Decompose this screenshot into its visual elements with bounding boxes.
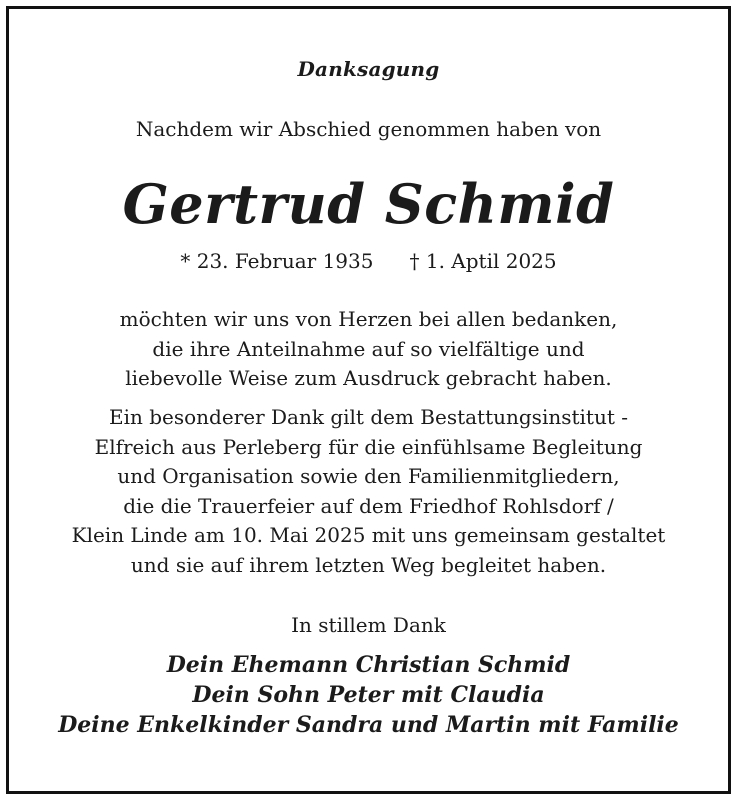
paragraph-line: und Organisation sowie den Familienmitgliedern, [117, 464, 620, 488]
paragraph-line: und sie auf ihrem letzten Weg begleitet haben. [130, 552, 607, 577]
thanks-paragraph [9, 305, 728, 394]
life-dates [9, 249, 728, 273]
notice-title: Danksagung [297, 57, 440, 81]
deceased-name: Gertrud Schmid [122, 172, 615, 236]
paragraph-line: Klein Linde am 10. Mai 2025 mit uns gemeinsam gestaltet [71, 523, 666, 547]
paragraph-line: möchten wir uns von Herzen bei allen bedanken, [119, 307, 618, 331]
paragraph-line: Ein besonderer Dank gilt dem Bestattungsinstitut - [109, 405, 628, 429]
birth-date: * 23. Februar 1935 [180, 249, 374, 273]
signature-line: Dein Ehemann Christian Schmid [166, 652, 571, 678]
signature-block [9, 650, 728, 740]
notice-frame [6, 6, 731, 794]
death-date: † 1. Aptil 2025 [409, 249, 557, 273]
paragraph-line: die ihre Anteilnahme auf so vielfältige und [152, 336, 585, 361]
special-thanks-paragraph [9, 403, 728, 580]
intro-text: Nachdem wir Abschied genommen haben von [135, 117, 602, 141]
paragraph-line: liebevolle Weise zum Ausdruck gebracht haben. [125, 366, 612, 390]
closing-text: In stillem Dank [291, 613, 446, 637]
paragraph-line: die die Trauerfeier auf dem Friedhof Rohlsdorf / [123, 493, 614, 518]
signature-line: Dein Sohn Peter mit Claudia [192, 682, 545, 708]
paragraph-line: Elfreich aus Perleberg für die einfühlsame Begleitung [94, 434, 643, 459]
signature-line: Deine Enkelkinder Sandra und Martin mit Familie [58, 712, 679, 738]
